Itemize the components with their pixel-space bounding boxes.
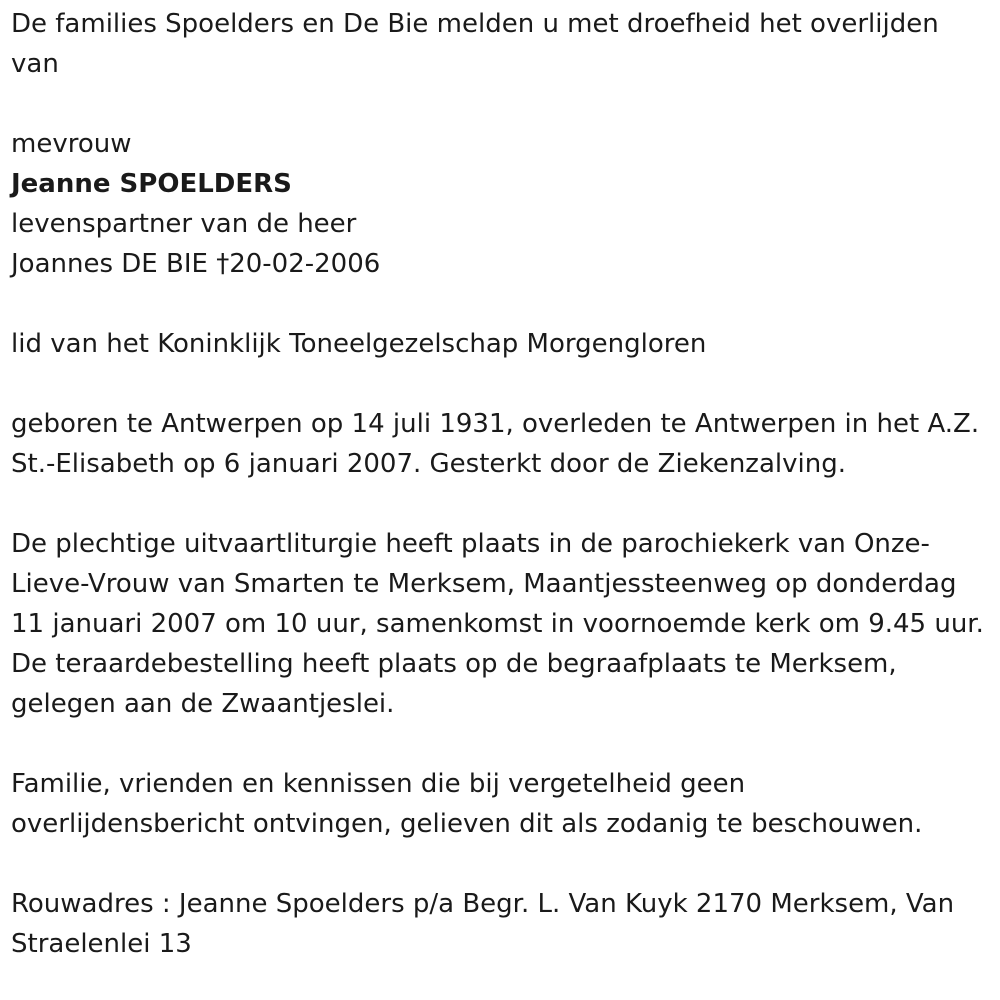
obituary-document [11,4,986,964]
deceased-name: Jeanne SPOELDERS [11,169,292,199]
funeral-paragraph: De plechtige uitvaartliturgie heeft plaats in de parochiekerk van Onze-Lieve-Vrouw van Smarten te Merksem, Maantjessteenweg op donderdag 11 januari 2007 om 10 uur, samenkomst in voornoemde kerk om 9.45 uur. De teraardebestelling heeft plaats op de begraafplaats te Merksem, gelegen aan de Zwaantjeslei. [11,529,984,719]
spacer [11,484,986,524]
partner-line: levenspartner van de heer [11,209,357,239]
partner-line-2 [11,244,986,284]
spacer [11,724,986,764]
spacer [11,284,986,324]
birth-death-paragraph: geboren te Antwerpen op 14 juli 1931, overleden te Antwerpen in het A.Z. St.-Elisabeth op 6 januari 2007. Gesterkt door de Ziekenzalving. [11,409,980,479]
partner-death-date: 20-02-2006 [229,249,381,279]
title-prefix: mevrouw [11,129,132,159]
address-paragraph: Rouwadres : Jeanne Spoelders p/a Begr. L. Van Kuyk 2170 Merksem, Van Straelenlei 13 [11,889,955,959]
partner-name: Joannes DE BIE [11,249,208,279]
spacer [11,364,986,404]
spacer [11,844,986,884]
cross-icon: † [216,249,230,279]
intro-paragraph: De families Spoelders en De Bie melden u met droefheid het overlijden van [11,9,939,79]
spacer [11,84,986,124]
notice-paragraph: Familie, vrienden en kennissen die bij vergetelheid geen overlijdensbericht ontvingen, gelieven dit als zodanig te beschouwen. [11,769,923,839]
membership-paragraph: lid van het Koninklijk Toneelgezelschap Morgengloren [11,329,707,359]
